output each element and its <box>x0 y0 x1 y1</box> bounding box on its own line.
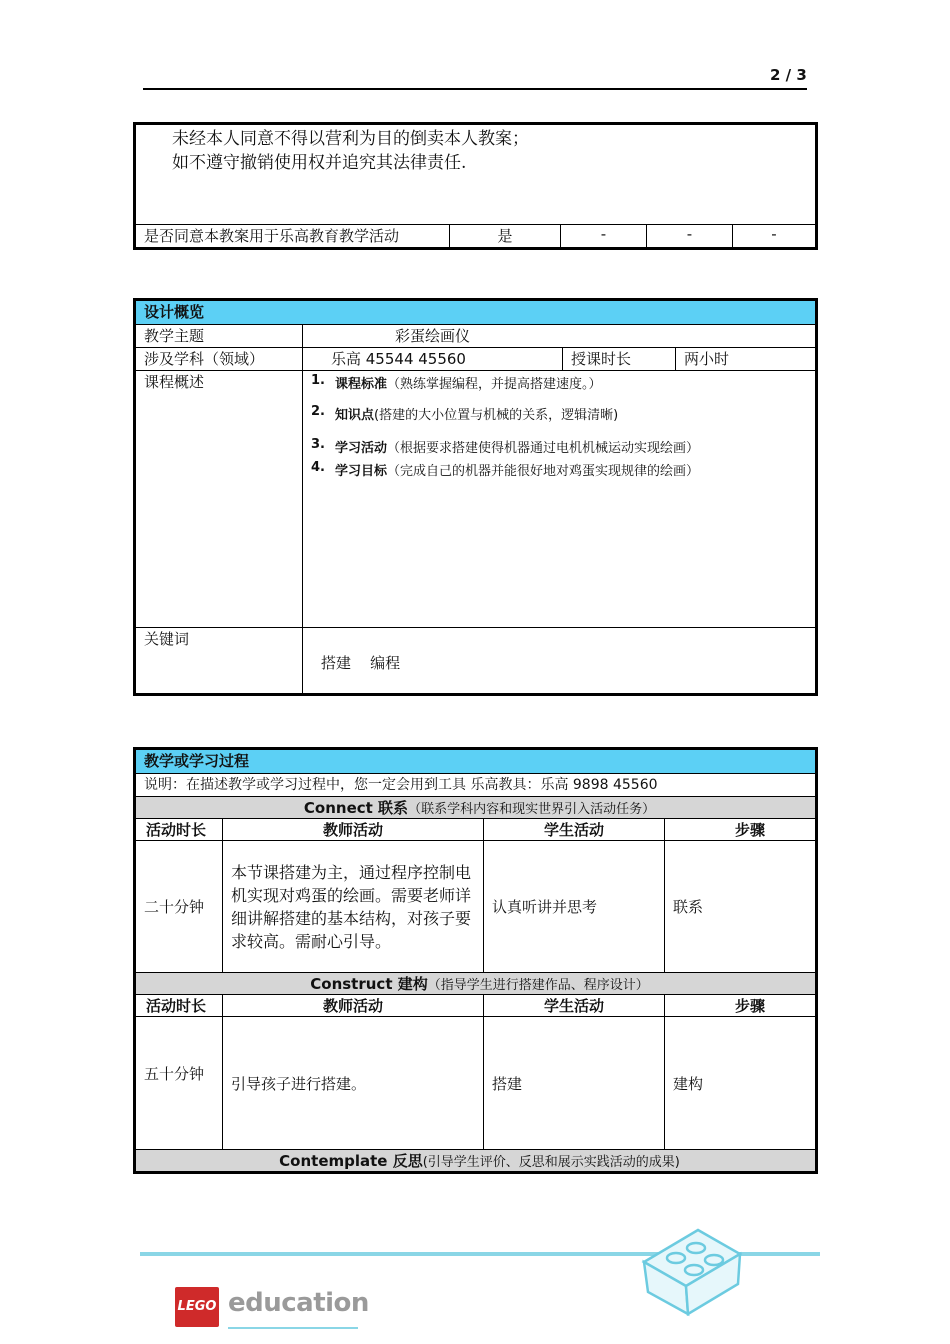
col-duration: 活动时长 <box>136 995 223 1017</box>
summary-label: 课程概述 <box>136 371 303 628</box>
notice-text-cell <box>136 125 816 225</box>
subject-label: 涉及学科（领域） <box>136 348 303 371</box>
topic-label: 教学主题 <box>136 325 303 348</box>
col-step: 步骤 <box>665 819 816 841</box>
summary-cell <box>303 371 816 628</box>
col-duration: 活动时长 <box>136 819 223 841</box>
notice-table <box>135 124 816 248</box>
col-teacher: 教师活动 <box>223 995 484 1017</box>
connect-section-title: Connect 联系（联系学科内容和现实世界引入活动任务） <box>136 797 816 819</box>
duration-label: 授课时长 <box>563 348 676 371</box>
agree-dash-2: - <box>647 225 733 248</box>
summary-item: 1. 课程标准（熟练掌握编程，并提高搭建速度。） <box>311 373 602 392</box>
connect-student: 认真听讲并思考 <box>484 841 665 973</box>
process-note: 说明：在描述教学或学习过程中，您一定会用到工具 乐高教具：乐高 9898 45560 <box>136 774 816 797</box>
col-step: 步骤 <box>665 995 816 1017</box>
construct-teacher: 引导孩子进行搭建。 <box>223 1017 484 1150</box>
footer-underline <box>228 1327 358 1329</box>
construct-duration: 五十分钟 <box>136 1017 223 1150</box>
lego-logo: LEGO <box>175 1287 219 1327</box>
summary-item: 2. 知识点(搭建的大小位置与机械的关系，逻辑清晰) <box>311 404 619 423</box>
contemplate-section-title: Contemplate 反思(引导学生评价、反思和展示实践活动的成果) <box>136 1150 816 1172</box>
process-table <box>135 749 816 1172</box>
connect-step: 联系 <box>665 841 816 973</box>
col-student: 学生活动 <box>484 819 665 841</box>
agree-label: 是否同意本教案用于乐高教育教学活动 <box>136 225 450 248</box>
notice-line-2: 如不遵守撤销使用权并追究其法律责任. <box>172 153 467 173</box>
duration-value: 两小时 <box>676 348 816 371</box>
process-header: 教学或学习过程 <box>136 750 816 774</box>
summary-list <box>311 373 815 479</box>
notice-line-1: 未经本人同意不得以营利为目的倒卖本人教案； <box>172 129 529 149</box>
summary-item: 4. 学习目标（完成自己的机器并能很好地对鸡蛋实现规律的绘画） <box>311 460 700 479</box>
subject-value: 乐高 45544 45560 <box>303 348 563 371</box>
construct-section-title: Construct 建构（指导学生进行搭建作品、程序设计） <box>136 973 816 995</box>
topic-value: 彩蛋绘画仪 <box>303 325 816 348</box>
col-teacher: 教师活动 <box>223 819 484 841</box>
keywords-label: 关键词 <box>136 628 303 694</box>
connect-teacher: 本节课搭建为主，通过程序控制电机实现对鸡蛋的绘画。需要老师详细讲解搭建的基本结构，对孩子要求较高。需耐心引导。 <box>223 841 484 973</box>
overview-table <box>135 300 816 694</box>
keywords-value: 搭建 编程 <box>303 628 816 694</box>
lego-brick-icon <box>636 1222 748 1322</box>
construct-student: 搭建 <box>484 1017 665 1150</box>
summary-item: 3. 学习活动（根据要求搭建使得机器通过电机机械运动实现绘画） <box>311 437 700 456</box>
connect-duration: 二十分钟 <box>136 841 223 973</box>
agree-dash-1: - <box>561 225 647 248</box>
education-wordmark: education <box>228 1288 369 1318</box>
overview-header: 设计概览 <box>136 301 816 325</box>
agree-dash-3: - <box>733 225 816 248</box>
header-rule <box>143 88 807 90</box>
agree-value: 是 <box>450 225 561 248</box>
page-number: 2 / 3 <box>770 66 807 84</box>
col-student: 学生活动 <box>484 995 665 1017</box>
construct-step: 建构 <box>665 1017 816 1150</box>
